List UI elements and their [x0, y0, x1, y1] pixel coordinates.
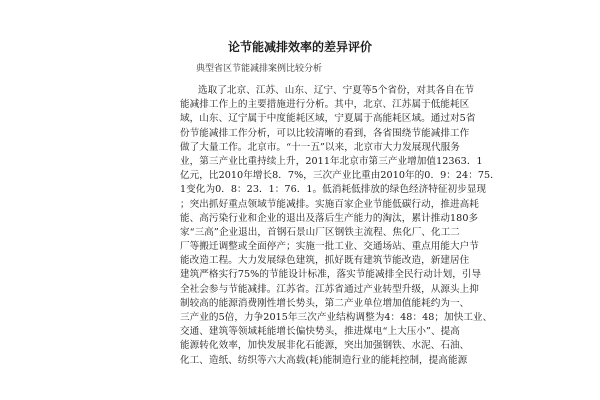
body-line: 厂等搬迁调整或全面停产；实施一批工业、交通场站、重点用能大户节: [180, 241, 479, 253]
document-subtitle: 典型省区节能减排案例比较分析: [196, 64, 323, 74]
body-line: 1变化为0．8：23．1：76．1。低消耗低排放的绿色经济特征初步显现: [180, 184, 487, 196]
body-line: 能减排工作上的主要措施进行分析。其中，北京、江苏属于低能耗区: [180, 99, 470, 111]
body-line: 做了大量工作。北京市。“十一五”以来，北京市大力发展现代服务: [180, 141, 460, 153]
body-line: 域，山东、辽宁属于中度能耗区域，宁夏属于高能耗区域。通过对5省: [180, 113, 476, 125]
body-line: 制较高的能源消费刚性增长势头，第二产业单位增加值能耗约为一、: [180, 297, 470, 309]
document-title: 论节能减排效率的差异评价: [227, 40, 372, 54]
document-body: [180, 84, 500, 368]
body-line: 全社会参与节能减排。江苏省。江苏省通过产业转型升级，从源头上抑: [180, 283, 479, 295]
body-line: 能改造工程。大力发展绿色建筑，抓好既有建筑节能改造，新建居住: [180, 255, 470, 267]
body-line: 能、高污染行业和企业的退出及落后生产能力的淘汰，累计推动180多: [180, 212, 479, 224]
body-line: 选取了北京、江苏、山东、辽宁、宁夏等5个省份，对其各自在节: [198, 85, 475, 96]
body-line: 三产业的5倍，力争2015年三次产业结构调整为4：48：48；加快工业、: [180, 312, 493, 323]
body-line: 化工、造纸、纺织等六大高载(耗)能制造行业的能耗控制，提高能源: [180, 354, 468, 366]
body-line: ；突出抓好重点领域节能减排。实施百家企业节能低碳行动，推进高耗: [180, 198, 479, 210]
body-line: 交通、建筑等领域耗能增长偏快势头，推进煤电“上大压小”、提高: [180, 326, 460, 338]
body-line: 建筑严格实行75%的节能设计标准，落实节能减排全民行动计划，引导: [180, 269, 482, 281]
body-line: 业，第三产业比重持续上升，2011年北京市第三产业增加值12363．1: [180, 155, 483, 167]
body-line: 份节能减排工作分析，可以比较清晰的看到，各省围绕节能减排工作: [180, 127, 470, 139]
body-line: 亿元，比2010年增长8．7%，三次产业比重由2010年的0．9：24：75．: [180, 170, 500, 182]
body-line: 能源转化效率，加快发展非化石能源，突出加强钢铁、水泥、石油、: [180, 340, 470, 352]
body-line: 家“三高”企业退出，首钢石景山厂区钢铁主流程、焦化厂、化工二: [180, 226, 460, 238]
